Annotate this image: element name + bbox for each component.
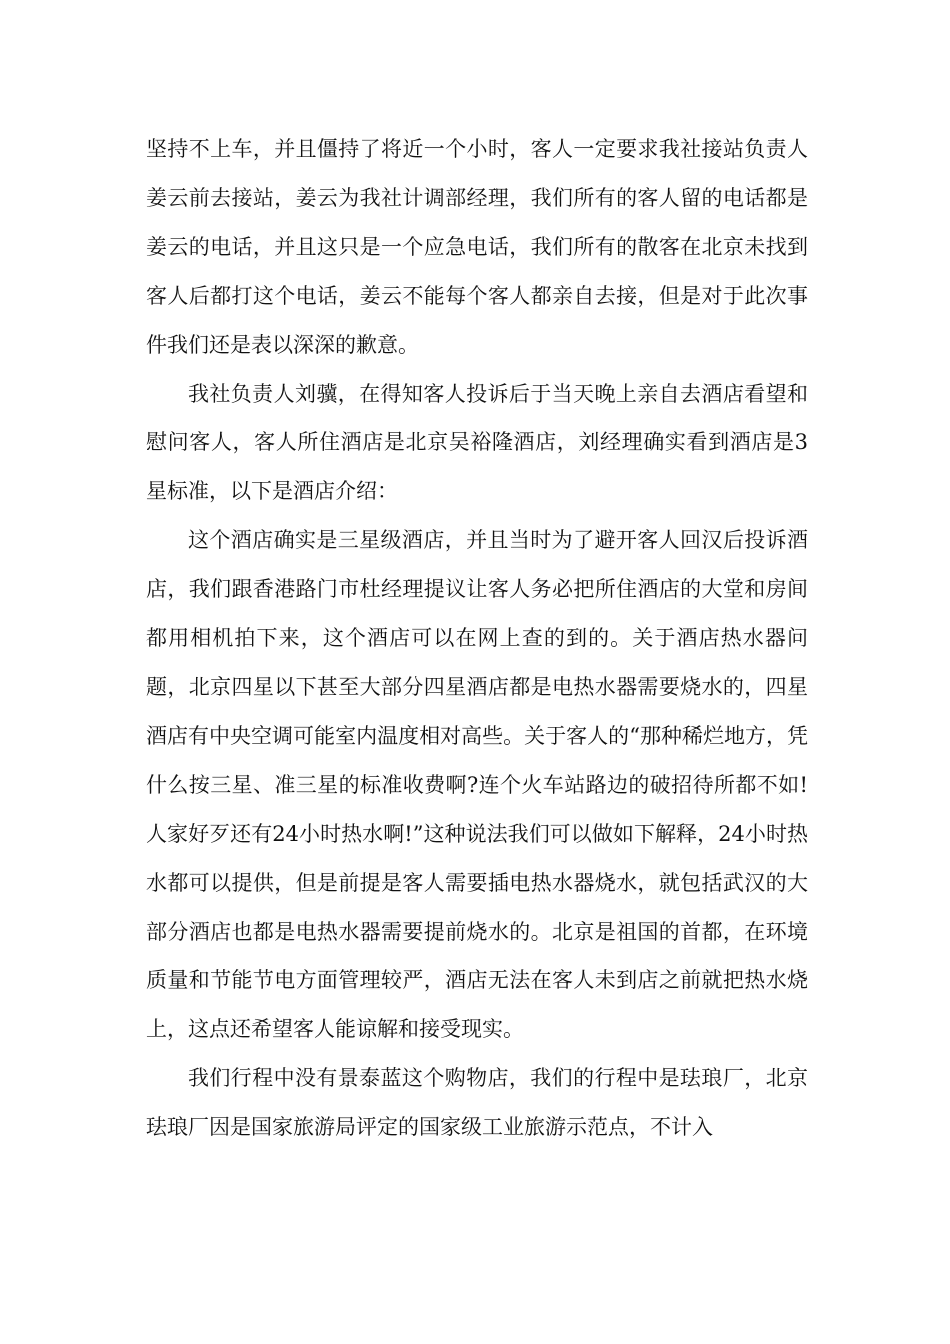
document-body — [146, 125, 808, 1152]
paragraph-4: 我们行程中没有景泰蓝这个购物店，我们的行程中是珐琅厂，北京珐琅厂因是国家旅游局评定的国家级工业旅游示范点，不计入 — [146, 1066, 808, 1140]
paragraph-1: 坚持不上车，并且僵持了将近一个小时，客人一定要求我社接站负责人姜云前去接站，姜云为我社计调部经理，我们所有的客人留的电话都是姜云的电话，并且这只是一个应急电话，我们所有的散客在北京未找到客人后都打这个电话，姜云不能每个客人都亲自去接，但是对于此次事件我们还是表以深深的歉意。 — [146, 137, 808, 357]
paragraph-2: 我社负责人刘骥，在得知客人投诉后于当天晚上亲自去酒店看望和慰问客人，客人所住酒店是北京吴裕隆酒店，刘经理确实看到酒店是3星标准，以下是酒店介绍： — [146, 381, 808, 504]
paragraph-3: 这个酒店确实是三星级酒店，并且当时为了避开客人回汉后投诉酒店，我们跟香港路门市杜经理提议让客人务必把所住酒店的大堂和房间都用相机拍下来，这个酒店可以在网上查的到的。关于酒店热水器问题，北京四星以下甚至大部分四星酒店都是电热水器需要烧水的，四星酒店有中央空调可能室内温度相对高些。关于客人的“那种稀烂地方，凭什么按三星、准三星的标准收费啊?连个火车站路边的破招待所都不如!人家好歹还有24小时热水啊!”这种说法我们可以做如下解释，24小时热水都可以提供，但是前提是客人需要插电热水器烧水，就包括武汉的大部分酒店也都是电热水器需要提前烧水的。北京是祖国的首都，在环境质量和节能节电方面管理较严，酒店无法在客人未到店之前就把热水烧上，这点还希望客人能谅解和接受现实。 — [146, 528, 808, 1042]
